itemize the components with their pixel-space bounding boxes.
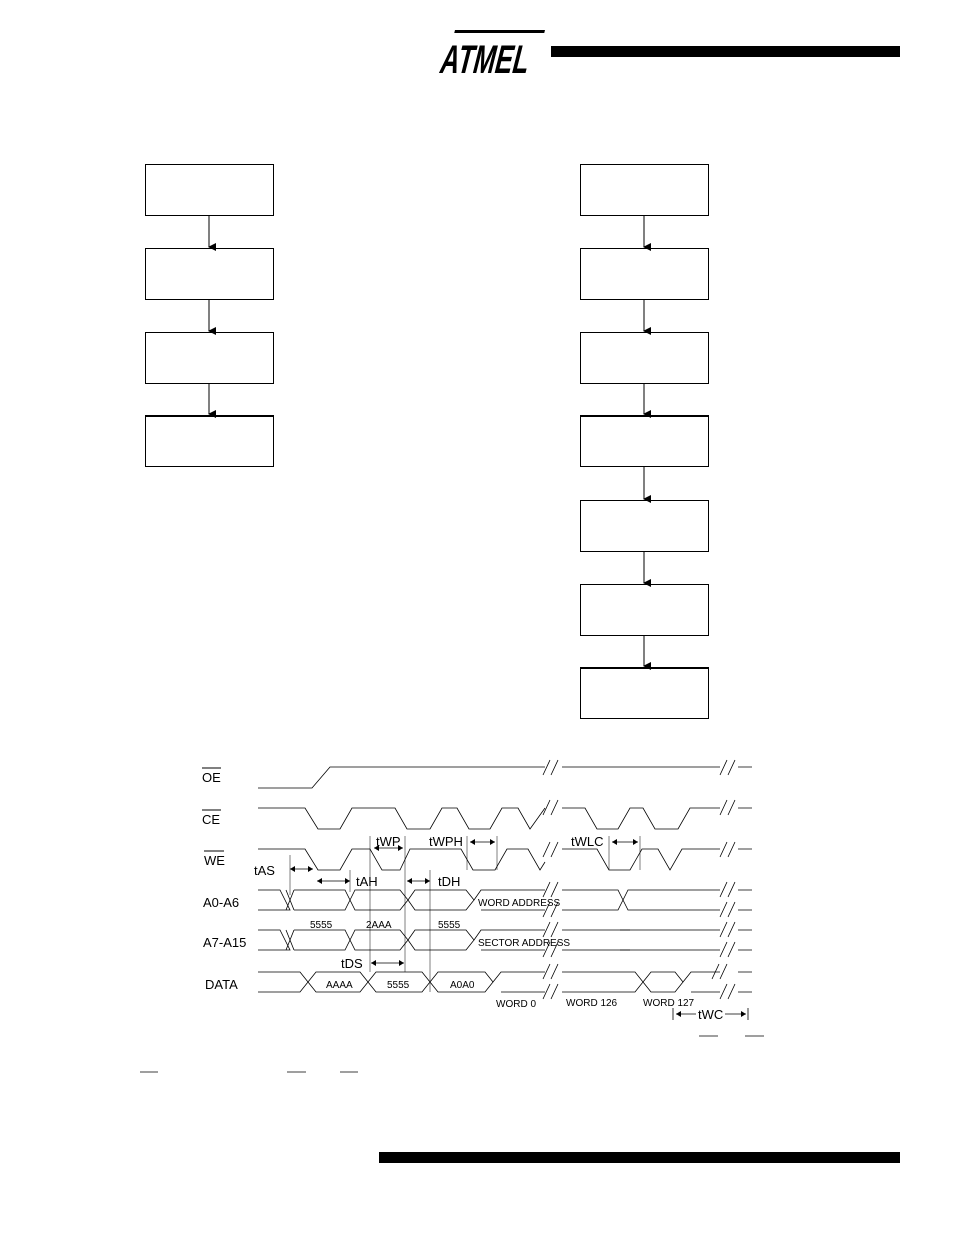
a0-a6-value-1: 5555 [310,920,333,931]
oe-waveform [258,767,545,788]
label-twc: tWC [698,1007,724,1022]
word-label-127: WORD 127 [643,998,695,1009]
data-value-5555: 5555 [387,980,410,991]
a0-a6-word-address: WORD ADDRESS [478,898,561,909]
signal-label-a0-a6: A0-A6 [203,895,240,910]
a7-a15-cross-1 [286,930,294,950]
ce-waveform-cont [562,808,752,829]
svg-text:ATMEL: ATMEL [436,36,583,82]
a0-a6-bus-seg3 [408,890,474,910]
signal-label-oe: OE [202,770,221,785]
break-a0-2 [720,882,735,917]
break-oe-1 [543,760,558,775]
signal-label-we: WE [204,853,225,868]
word-label-0: WORD 0 [496,999,536,1010]
a7-a15-bus-seg3 [408,930,474,950]
signal-label-ce: CE [202,812,221,827]
break-ce-2 [720,800,735,815]
data-bus-start [258,972,308,992]
a0-a6-bus-start [258,890,290,910]
data-bus-word127 [643,972,683,992]
a7-a15-bus-seg1 [294,930,350,950]
a0-a6-value-2: 2AAA [366,920,392,931]
break-we-2 [720,842,735,857]
break-a7-2 [720,922,735,957]
a0-a6-bus-seg2 [350,890,408,910]
label-tdh: tDH [438,874,461,889]
footer-rule [379,1152,900,1163]
data-value-a0a0: A0A0 [450,980,475,991]
a7-a15-bus-cont [562,930,752,950]
ce-waveform [258,808,545,829]
a7-a15-sector-address: SECTOR ADDRESS [478,938,571,949]
word-label-126: WORD 126 [566,998,618,1009]
label-tah: tAH [356,874,378,889]
break-oe-2 [720,760,735,775]
signal-label-a7-a15: A7-A15 [203,935,247,950]
data-bus-end [683,972,752,992]
signal-label-data: DATA [205,977,238,992]
we-waveform [258,849,545,870]
a0-a6-bus-seg1 [294,890,350,910]
label-tas: tAS [254,863,275,878]
break-ce-1 [543,800,558,815]
a0-a6-value-3: 5555 [438,920,461,931]
a7-a15-bus-seg2 [350,930,408,950]
break-data-1 [543,964,558,999]
break-data-2 [712,964,735,999]
label-tds: tDS [341,956,363,971]
a0-a6-bus-cont [562,890,752,910]
data-bus-word126 [562,972,643,992]
a7-a15-bus-start [258,930,290,950]
data-bus-word0 [493,972,545,992]
data-value-aaaa: AAAA [326,980,353,991]
timing-diagram [0,740,954,1100]
label-twph: tWPH [429,834,463,849]
we-waveform-cont [562,849,752,870]
label-twlc: tWLC [571,834,604,849]
a7-a15-tick-marks [620,930,630,950]
break-we-1 [543,842,558,857]
label-twp: tWP [376,834,401,849]
